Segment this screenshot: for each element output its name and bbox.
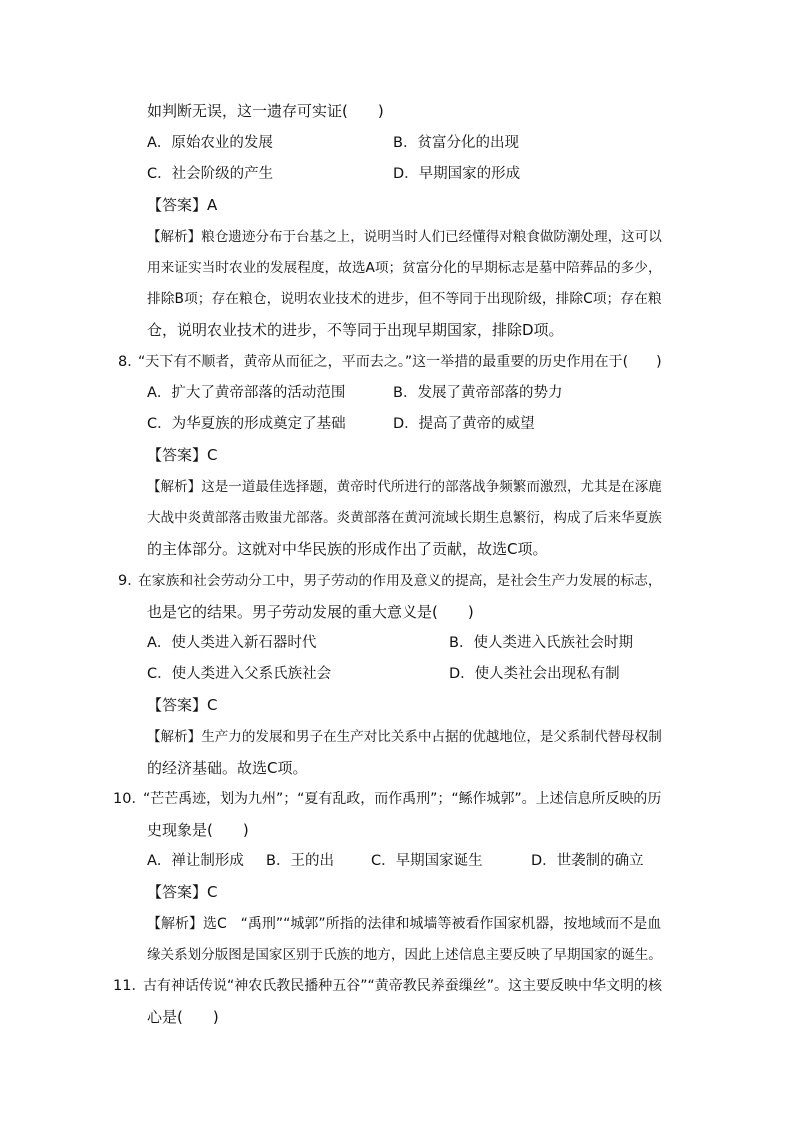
- q7-analysis-line-3: 排除B项；存在粮仓，说明农业技术的进步，但不等同于出现阶级，排除C项；存在粮: [147, 291, 662, 307]
- q8-stem: “天下有不顺者，黄帝从而征之，平而去之。”这一举措的最重要的历史作用在于( ): [138, 354, 662, 370]
- answer-value: C: [207, 696, 218, 714]
- q10-option-b: B．王的出: [266, 853, 334, 869]
- q8-answer: [147, 445, 218, 465]
- q9-answer: [147, 695, 218, 715]
- q11-stem-line-1: 古有神话传说“神农氏教民播种五谷”“黄帝教民养蚕缫丝”。这主要反映中华文明的核: [143, 978, 663, 994]
- q8-option-c: C．为华夏族的形成奠定了基础: [147, 416, 346, 432]
- q8-number: 8．: [118, 354, 142, 370]
- q10-analysis-line-1: 【解析】选C “禹刑”“城郭”所指的法律和城墙等被看作国家机器，按地域而不是血: [147, 916, 662, 932]
- answer-value: A: [207, 196, 218, 214]
- q8-analysis-line-2: 大战中炎黄部落击败蚩尤部落。炎黄部落在黄河流域长期生息繁衍，构成了后来华夏族: [147, 510, 662, 526]
- q9-stem-line-2: 也是它的结果。男子劳动发展的重大意义是( ): [147, 603, 474, 621]
- q10-number: 10．: [113, 791, 146, 807]
- q7-option-c: C．社会阶级的产生: [147, 166, 274, 182]
- q10-answer: [147, 882, 218, 902]
- q10-option-d: D．世袭制的确立: [531, 853, 644, 869]
- q9-analysis-line-2: 的经济基础。故选C项。: [147, 759, 308, 777]
- q7-stem-tail: 如判断无误，这一遗存可实证( ): [147, 102, 384, 120]
- q8-analysis-line-1: 【解析】这是一道最佳选择题，黄帝时代所进行的部落战争频繁而激烈，尤其是在涿鹿: [147, 479, 662, 495]
- analysis-label: 【解析】: [147, 229, 202, 245]
- answer-label: 【答案】: [147, 196, 208, 214]
- q9-stem-line-1: 在家族和社会劳动分工中，男子劳动的作用及意义的提高，是社会生产力发展的标志，: [138, 573, 662, 589]
- q9-analysis-line-1: 【解析】生产力的发展和男子在生产对比关系中占据的优越地位，是父系制代替母权制: [147, 729, 662, 745]
- q10-stem-line-1: “芒芒禹迹，划为九州”；“夏有乱政，而作禹刑”；“鲧作城郭”。上述信息所反映的历: [143, 791, 662, 807]
- q10-option-a: A．禅让制形成: [147, 853, 244, 869]
- q7-analysis-line-1: 【解析】粮仓遗迹分布于台基之上，说明当时人们已经懂得对粮食做防潮处理，这可以: [147, 229, 662, 245]
- answer-label: 【答案】: [147, 883, 208, 901]
- q9-number: 9．: [118, 573, 142, 589]
- analysis-label: 【解析】: [147, 479, 202, 495]
- q7-option-b: B．贫富分化的出现: [393, 135, 519, 151]
- q9-option-b: B．使人类进入氏族社会时期: [449, 635, 633, 651]
- analysis-label: 【解析】: [147, 916, 203, 932]
- q7-option-a: A．原始农业的发展: [147, 135, 273, 151]
- q10-stem-line-2: 史现象是( ): [147, 821, 249, 839]
- answer-label: 【答案】: [147, 446, 208, 464]
- q10-analysis-line-2: 缘关系划分版图是国家区别于氏族的地方，因此上述信息主要反映了早期国家的诞生。: [147, 947, 662, 963]
- q11-number: 11．: [113, 978, 146, 994]
- q8-analysis-line-3: 的主体部分。这就对中华民族的形成作出了贡献，故选C项。: [147, 540, 548, 558]
- q8-option-b: B．发展了黄帝部落的势力: [393, 385, 563, 401]
- q9-option-c: C．使人类进入父系氏族社会: [147, 666, 332, 682]
- q7-analysis-line-2: 用来证实当时农业的发展程度，故选A项；贫富分化的早期标志是墓中陪葬品的多少，: [147, 260, 662, 276]
- q7-answer: [147, 195, 217, 215]
- q7-analysis-line-4: 仓，说明农业技术的进步，不等同于出现早期国家，排除D项。: [147, 321, 564, 339]
- q9-option-a: A．使人类进入新石器时代: [147, 635, 317, 651]
- q10-option-c: C．早期国家诞生: [371, 853, 483, 869]
- answer-label: 【答案】: [147, 696, 208, 714]
- q7-option-d: D．早期国家的形成: [393, 166, 521, 182]
- q11-stem-line-2: 心是( ): [147, 1008, 219, 1026]
- answer-value: C: [207, 883, 218, 901]
- q8-option-a: A．扩大了黄帝部落的活动范围: [147, 385, 346, 401]
- answer-value: C: [207, 446, 218, 464]
- analysis-label: 【解析】: [147, 729, 202, 745]
- q8-option-d: D．提高了黄帝的威望: [393, 416, 535, 432]
- q9-option-d: D．使人类社会出现私有制: [449, 666, 620, 682]
